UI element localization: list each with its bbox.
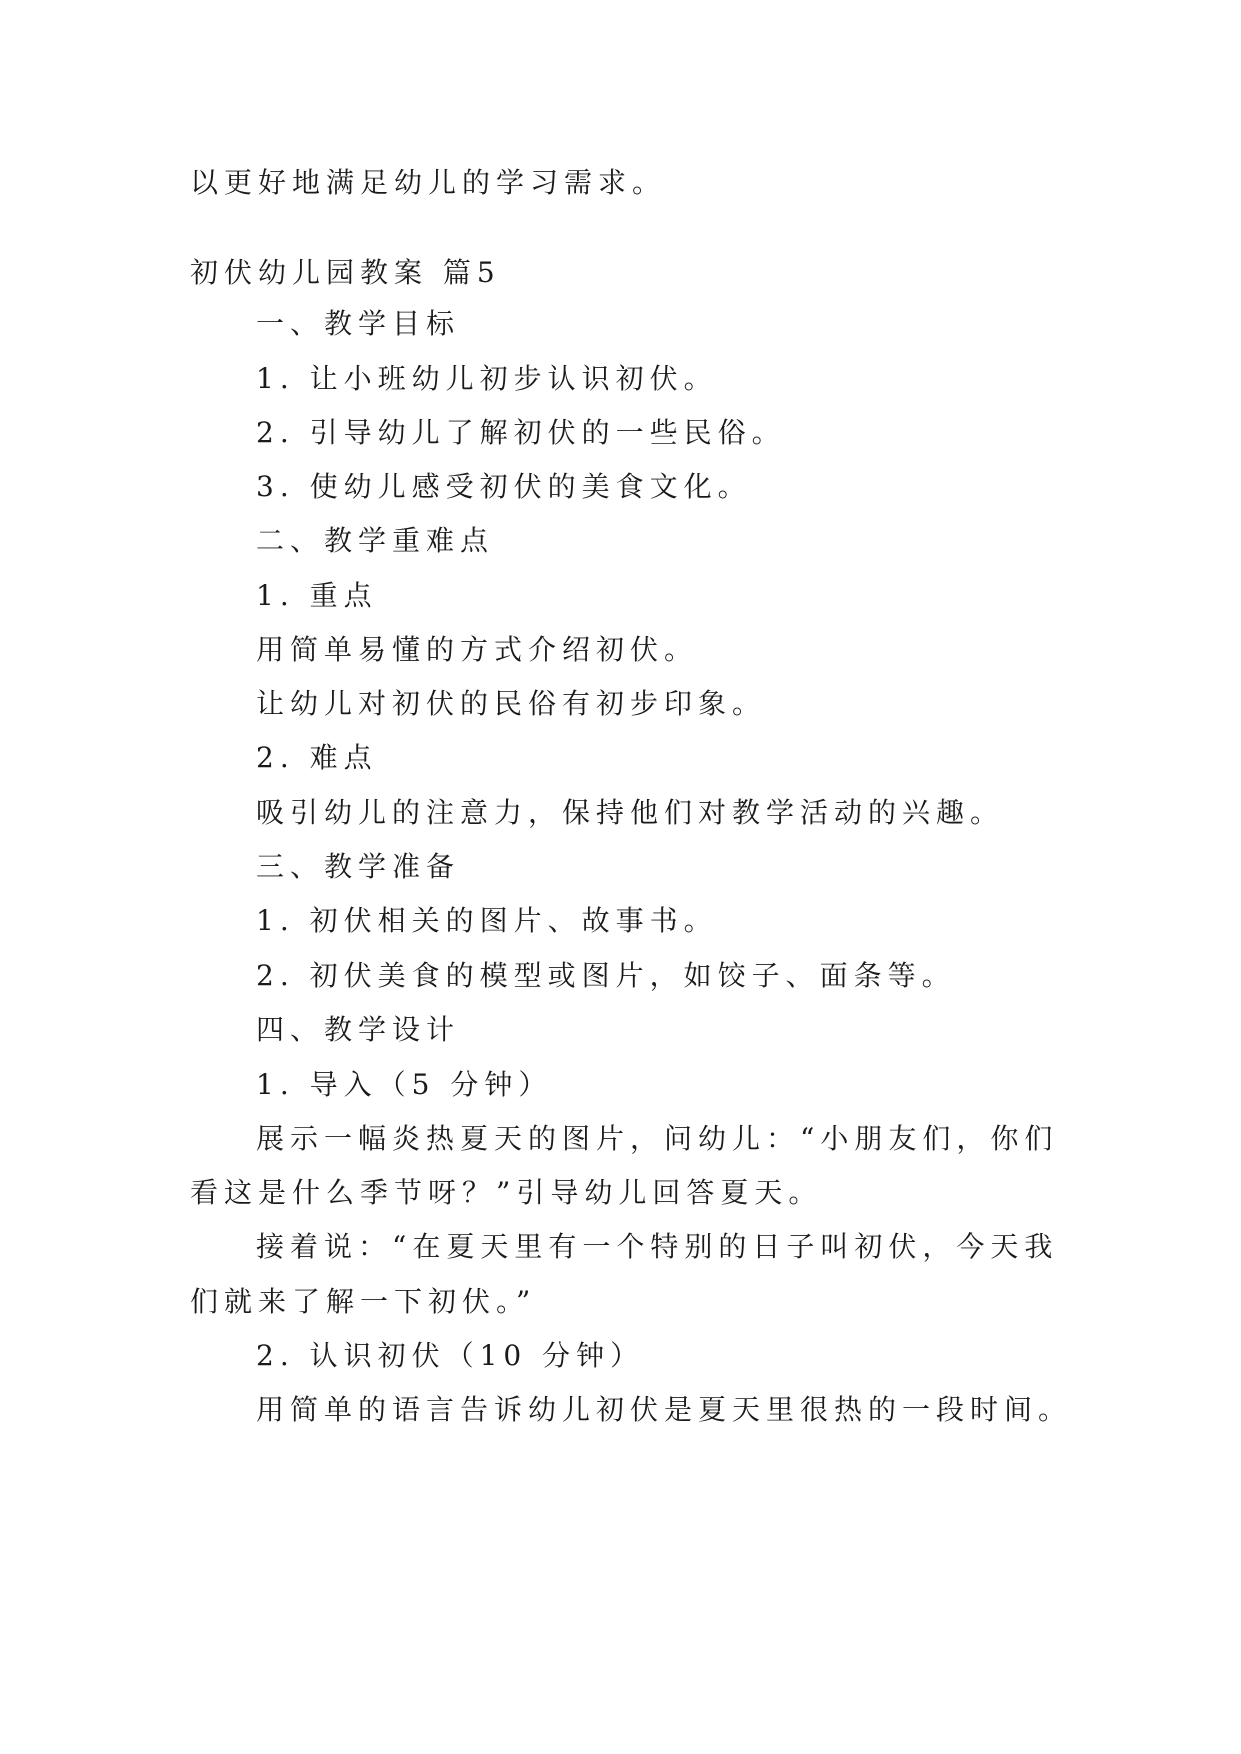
design-step-1-text-line-3: 接着说：“在夏天里有一个特别的日子叫初伏，今天我 <box>256 1230 1059 1263</box>
goal-item-2: 2. 引导幼儿了解初伏的一些民俗。 <box>256 416 786 449</box>
subheading-difficult-points: 2. 难点 <box>256 741 378 774</box>
preparation-item-2: 2. 初伏美食的模型或图片，如饺子、面条等。 <box>256 959 956 992</box>
design-step-2-text: 用简单的语言告诉幼儿初伏是夏天里很热的一段时间。 <box>256 1393 1073 1426</box>
design-step-1-text-line-1: 展示一幅炎热夏天的图片，问幼儿：“小朋友们，你们 <box>256 1122 1059 1155</box>
key-point-text-1: 用简单易懂的方式介绍初伏。 <box>256 633 699 666</box>
goal-item-1: 1. 让小班幼儿初步认识初伏。 <box>256 362 718 395</box>
design-step-1-title: 1. 导入（5 分钟） <box>256 1068 553 1101</box>
heading-key-difficult-points: 二、教学重难点 <box>256 524 495 557</box>
subheading-key-points: 1. 重点 <box>256 579 378 612</box>
key-point-text-2: 让幼儿对初伏的民俗有初步印象。 <box>256 687 767 720</box>
paragraph-end-line: 以更好地满足幼儿的学习需求。 <box>190 166 667 199</box>
design-step-1-text-line-4: 们就来了解一下初伏。” <box>190 1285 537 1318</box>
design-step-2-title: 2. 认识初伏（10 分钟） <box>256 1339 645 1372</box>
heading-teaching-goals: 一、教学目标 <box>256 307 461 340</box>
design-step-1-text-line-2: 看这是什么季节呀？”引导幼儿回答夏天。 <box>190 1176 823 1209</box>
heading-teaching-design: 四、教学设计 <box>256 1013 461 1046</box>
section-title: 初伏幼儿园教案 篇5 <box>190 256 501 289</box>
preparation-item-1: 1. 初伏相关的图片、故事书。 <box>256 904 718 937</box>
goal-item-3: 3. 使幼儿感受初伏的美食文化。 <box>256 470 752 503</box>
heading-teaching-preparation: 三、教学准备 <box>256 850 461 883</box>
difficult-point-text: 吸引幼儿的注意力，保持他们对教学活动的兴趣。 <box>256 796 1005 829</box>
